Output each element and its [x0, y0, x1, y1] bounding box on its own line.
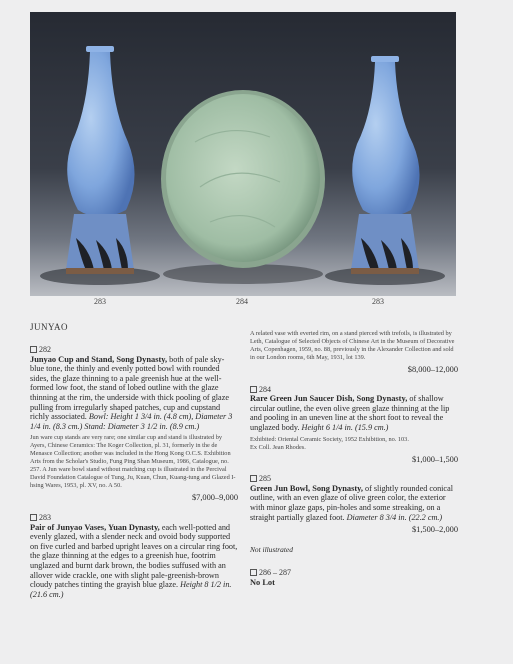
lot-exhibited: Exhibited: Oriental Ceramic Society, 1952 Exhibition, no. 103. [250, 435, 409, 443]
left-column [30, 345, 238, 599]
caption-left-vase: 283 [94, 297, 106, 306]
lot-estimate: $7,000–9,000 [191, 493, 238, 503]
catalogue-photo [30, 12, 456, 296]
lot-dimensions: Diameter 8 3/4 in. (22.2 cm.) [346, 512, 443, 522]
lot-text: both of pale sky-blue tone, the thinly and evenly potted bowl with rounded sides, the glaze thinning to a pale greenish hue at the well-formed low foot, the stand of lobed outline with the glaze thinning at the rim, the underside with thick pooling of glaze pulling from irregularly shaped patches, cup and cupstand richly associated. [30, 354, 229, 422]
lot-number: 282 [30, 345, 238, 355]
caption-dish: 284 [236, 297, 248, 306]
lot-284 [250, 385, 458, 465]
lot-estimate: $8,000–12,000 [407, 365, 458, 374]
lot-283 [30, 513, 238, 599]
green-dish [161, 90, 325, 268]
lot-estimate: $1,500–2,000 [411, 525, 458, 535]
lot-282 [30, 345, 238, 503]
right-vase [351, 56, 420, 274]
lot-286-287 [250, 568, 458, 587]
ceramics-illustration [30, 12, 456, 296]
section-title: JUNYAO [30, 322, 69, 332]
lot-reference-note: A related vase with everted rim, on a stand pierced with trefoils, is illustrated by Leth, Catalogue of Selected Objects of Chinese Art in the Museum of Decorative Arts, Copenhagen, 1959, no. 88, previously in the Alexander Collection and sold in our London rooms, 6th May, 1931, lot 139. [250, 330, 455, 361]
lot-description [30, 355, 238, 432]
right-column [250, 330, 458, 588]
not-illustrated-note: Not illustrated [250, 544, 293, 554]
lot-description [30, 523, 238, 600]
lot-dimensions: Height 6 1/4 in. (15.9 cm.) [301, 422, 389, 432]
lot-number: 283 [30, 513, 238, 523]
lot-283-continued [250, 330, 458, 375]
lot-text: of slightly rounded conical outline, with an even glaze of olive green color, the exterior with minor glaze gaps, pin-holes and some streaking, on a straight partially glazed foot. [250, 483, 453, 522]
lot-title: Junyao Cup and Stand, Song Dynasty, [30, 354, 168, 364]
lot-text: each well-potted and evenly glazed, with a slender neck and ovoid body supported on five curled and barbed upright leaves on a circular ring foot, the glaze thinning at the edges to a greenish hue, footrim unglazed and burnt dark brown, the bodies suffused with an allover wide crackle, one with slight pale-greenish-brown cloudy patches tinting the grayish blue glaze. [30, 522, 238, 590]
lot-title: Green Jun Bowl, Song Dynasty, [250, 483, 363, 493]
lot-title: No Lot [250, 577, 275, 587]
lot-provenance: Ex Coll. Jean Rhodes. [250, 443, 306, 451]
lot-dimensions: Height 8 1/2 in. (21.6 cm.) [30, 580, 232, 599]
lot-number: 286 – 287 [250, 568, 458, 578]
lot-title: Pair of Junyao Vases, Yuan Dynasty, [30, 522, 160, 532]
lot-description [250, 394, 458, 432]
lot-estimate: $1,000–1,500 [411, 454, 458, 464]
lot-description [250, 484, 458, 522]
lot-title: Rare Green Jun Saucer Dish, Song Dynasty, [250, 394, 408, 404]
lot-number: 285 [250, 474, 458, 484]
left-vase [66, 46, 135, 274]
lot-reference-note: Jun ware cup stands are very rare; one similar cup and stand is illustrated by Ayers, Chinese Ceramics: The Koger Collection, pl. 31, formerly in the de Menasce Collection; another was included in the Hong Kong O.C.S. Exhibition Arts from the Scholar's Studio, Fung Ping Shan Museum, 1986, Catalogue, no. 257. A Jun ware bowl stand without matching cup is illustrated in the Percival David Foundation Catalogue of Tung, Ju, Kuan, Chun, Kuang-tung and Glazed I-hsing Wares, 1953, pl. XV, no. A 50. [30, 434, 236, 490]
lot-285 [250, 474, 458, 554]
caption-right-vase: 283 [372, 297, 384, 306]
lot-number: 284 [250, 385, 458, 395]
lot-text: of shallow circular outline, the even olive green glaze thinning at the lip and pooling in an uneven line at the short foot to reveal the unglazed body. [250, 394, 450, 432]
lot-dimensions: Bowl: Height 1 3/4 in. (4.8 cm), Diameter 3 1/4 in. (8.3 cm.) Stand: Diameter 3 1/2 in. (8.9 cm.) [30, 412, 233, 431]
